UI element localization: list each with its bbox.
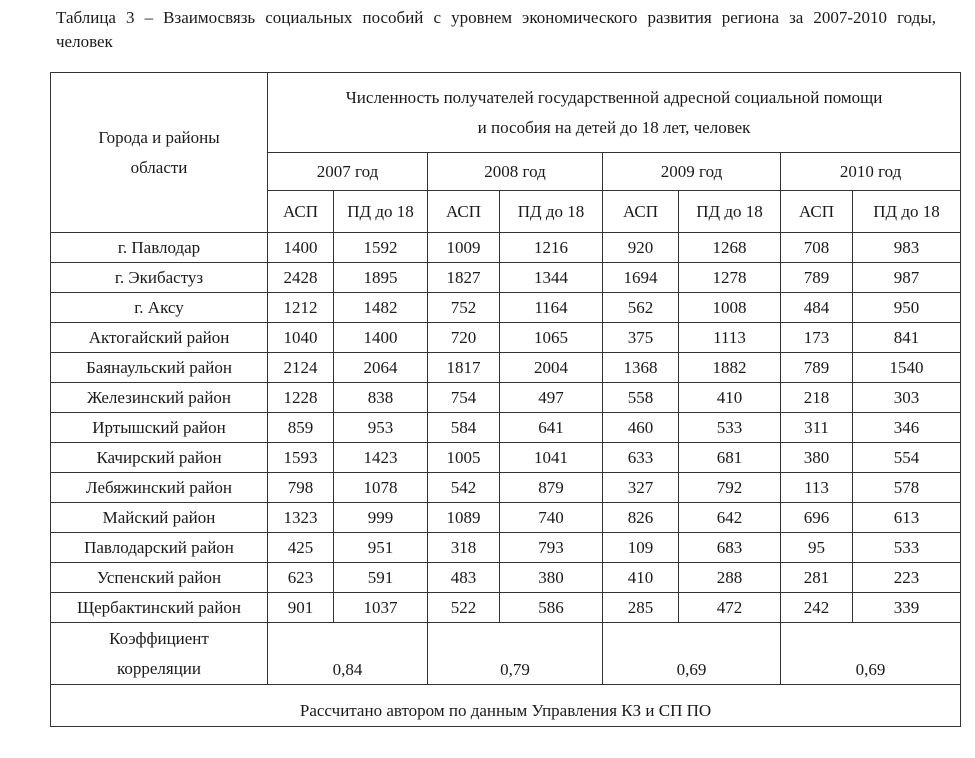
table-row (51, 413, 961, 443)
value-cell: 623 (268, 563, 334, 593)
value-cell: 793 (500, 533, 603, 563)
table-row (51, 323, 961, 353)
value-cell: 542 (428, 473, 500, 503)
value-cell: 1423 (334, 443, 428, 473)
value-cell: 1694 (603, 263, 679, 293)
value-cell: 346 (853, 413, 961, 443)
value-cell: 901 (268, 593, 334, 623)
value-cell: 554 (853, 443, 961, 473)
value-cell: 720 (428, 323, 500, 353)
value-cell: 522 (428, 593, 500, 623)
value-cell: 327 (603, 473, 679, 503)
value-cell: 113 (781, 473, 853, 503)
benefits-table (50, 72, 961, 727)
pd-subheader: ПД до 18 (334, 191, 428, 233)
correlation-row (51, 623, 961, 685)
value-cell: 1212 (268, 293, 334, 323)
value-cell: 613 (853, 503, 961, 533)
region-cell: Баянаульский район (51, 353, 268, 383)
year-header: 2007 год (268, 153, 428, 191)
value-cell: 789 (781, 353, 853, 383)
value-cell: 642 (679, 503, 781, 533)
value-cell: 1278 (679, 263, 781, 293)
value-cell: 1040 (268, 323, 334, 353)
value-cell: 1065 (500, 323, 603, 353)
value-cell: 641 (500, 413, 603, 443)
value-cell: 303 (853, 383, 961, 413)
correlation-value: 0,84 (268, 623, 428, 685)
value-cell: 281 (781, 563, 853, 593)
value-cell: 696 (781, 503, 853, 533)
value-cell: 1005 (428, 443, 500, 473)
value-cell: 838 (334, 383, 428, 413)
value-cell: 987 (853, 263, 961, 293)
value-cell: 1368 (603, 353, 679, 383)
value-cell: 1089 (428, 503, 500, 533)
value-cell: 586 (500, 593, 603, 623)
value-cell: 533 (679, 413, 781, 443)
value-cell: 1593 (268, 443, 334, 473)
table-row (51, 383, 961, 413)
value-cell: 1164 (500, 293, 603, 323)
value-cell: 1228 (268, 383, 334, 413)
header-row-group (51, 73, 961, 153)
value-cell: 2004 (500, 353, 603, 383)
region-column-header: Города и районы области (51, 73, 268, 233)
value-cell: 1268 (679, 233, 781, 263)
table-row (51, 503, 961, 533)
region-cell: г. Экибастуз (51, 263, 268, 293)
value-cell: 681 (679, 443, 781, 473)
table-row (51, 233, 961, 263)
value-cell: 533 (853, 533, 961, 563)
region-cell: Щербактинский район (51, 593, 268, 623)
pd-subheader: ПД до 18 (500, 191, 603, 233)
value-cell: 1895 (334, 263, 428, 293)
value-cell: 318 (428, 533, 500, 563)
value-cell: 173 (781, 323, 853, 353)
correlation-value: 0,69 (781, 623, 961, 685)
value-cell: 2428 (268, 263, 334, 293)
value-cell: 1344 (500, 263, 603, 293)
value-cell: 1113 (679, 323, 781, 353)
year-header: 2008 год (428, 153, 603, 191)
region-cell: г. Павлодар (51, 233, 268, 263)
region-cell: Качирский район (51, 443, 268, 473)
value-cell: 380 (781, 443, 853, 473)
value-cell: 1008 (679, 293, 781, 323)
asp-subheader: АСП (781, 191, 853, 233)
region-cell: Успенский район (51, 563, 268, 593)
value-cell: 951 (334, 533, 428, 563)
value-cell: 752 (428, 293, 500, 323)
table-row (51, 593, 961, 623)
region-cell: Железинский район (51, 383, 268, 413)
value-cell: 483 (428, 563, 500, 593)
asp-subheader: АСП (603, 191, 679, 233)
value-cell: 1009 (428, 233, 500, 263)
value-cell: 1041 (500, 443, 603, 473)
value-cell: 460 (603, 413, 679, 443)
value-cell: 683 (679, 533, 781, 563)
pd-subheader: ПД до 18 (679, 191, 781, 233)
value-cell: 950 (853, 293, 961, 323)
pd-subheader: ПД до 18 (853, 191, 961, 233)
value-cell: 1540 (853, 353, 961, 383)
value-cell: 789 (781, 263, 853, 293)
value-cell: 425 (268, 533, 334, 563)
source-note: Рассчитано автором по данным Управления КЗ и СП ПО (51, 685, 961, 727)
table-row (51, 353, 961, 383)
value-cell: 380 (500, 563, 603, 593)
value-cell: 1827 (428, 263, 500, 293)
year-header: 2009 год (603, 153, 781, 191)
table-row (51, 473, 961, 503)
value-cell: 953 (334, 413, 428, 443)
value-cell: 1592 (334, 233, 428, 263)
value-cell: 798 (268, 473, 334, 503)
correlation-value: 0,79 (428, 623, 603, 685)
region-cell: Майский район (51, 503, 268, 533)
value-cell: 311 (781, 413, 853, 443)
value-cell: 591 (334, 563, 428, 593)
value-cell: 841 (853, 323, 961, 353)
value-cell: 1882 (679, 353, 781, 383)
value-cell: 1216 (500, 233, 603, 263)
value-cell: 2124 (268, 353, 334, 383)
table-row (51, 263, 961, 293)
asp-subheader: АСП (428, 191, 500, 233)
value-cell: 740 (500, 503, 603, 533)
value-cell: 859 (268, 413, 334, 443)
value-cell: 95 (781, 533, 853, 563)
value-cell: 826 (603, 503, 679, 533)
value-cell: 1817 (428, 353, 500, 383)
value-cell: 218 (781, 383, 853, 413)
source-row (51, 685, 961, 727)
table-row (51, 563, 961, 593)
value-cell: 1078 (334, 473, 428, 503)
value-cell: 792 (679, 473, 781, 503)
value-cell: 497 (500, 383, 603, 413)
region-cell: Иртышский район (51, 413, 268, 443)
region-cell: Павлодарский район (51, 533, 268, 563)
value-cell: 633 (603, 443, 679, 473)
value-cell: 1482 (334, 293, 428, 323)
value-cell: 584 (428, 413, 500, 443)
value-cell: 472 (679, 593, 781, 623)
value-cell: 410 (679, 383, 781, 413)
value-cell: 879 (500, 473, 603, 503)
value-cell: 578 (853, 473, 961, 503)
value-cell: 375 (603, 323, 679, 353)
value-cell: 1400 (268, 233, 334, 263)
value-cell: 484 (781, 293, 853, 323)
value-cell: 2064 (334, 353, 428, 383)
value-cell: 1400 (334, 323, 428, 353)
value-cell: 1037 (334, 593, 428, 623)
value-cell: 754 (428, 383, 500, 413)
value-cell: 242 (781, 593, 853, 623)
value-cell: 558 (603, 383, 679, 413)
region-cell: Актогайский район (51, 323, 268, 353)
value-cell: 109 (603, 533, 679, 563)
table-body (51, 73, 961, 727)
region-cell: г. Аксу (51, 293, 268, 323)
correlation-label: Коэффициент корреляции (51, 623, 268, 685)
table-row (51, 293, 961, 323)
value-cell: 562 (603, 293, 679, 323)
asp-subheader: АСП (268, 191, 334, 233)
table-row (51, 443, 961, 473)
region-cell: Лебяжинский район (51, 473, 268, 503)
table-row (51, 533, 961, 563)
recipients-group-header: Численность получателей государственной адресной социальной помощи и пособия на детей до 18 лет, человек (268, 73, 961, 153)
value-cell: 708 (781, 233, 853, 263)
table-caption: Таблица 3 – Взаимосвязь социальных пособий с уровнем экономического развития региона за 2007-2010 годы, человек (56, 8, 936, 51)
value-cell: 285 (603, 593, 679, 623)
value-cell: 410 (603, 563, 679, 593)
value-cell: 339 (853, 593, 961, 623)
value-cell: 983 (853, 233, 961, 263)
value-cell: 288 (679, 563, 781, 593)
value-cell: 920 (603, 233, 679, 263)
year-header: 2010 год (781, 153, 961, 191)
value-cell: 1323 (268, 503, 334, 533)
correlation-value: 0,69 (603, 623, 781, 685)
value-cell: 223 (853, 563, 961, 593)
value-cell: 999 (334, 503, 428, 533)
